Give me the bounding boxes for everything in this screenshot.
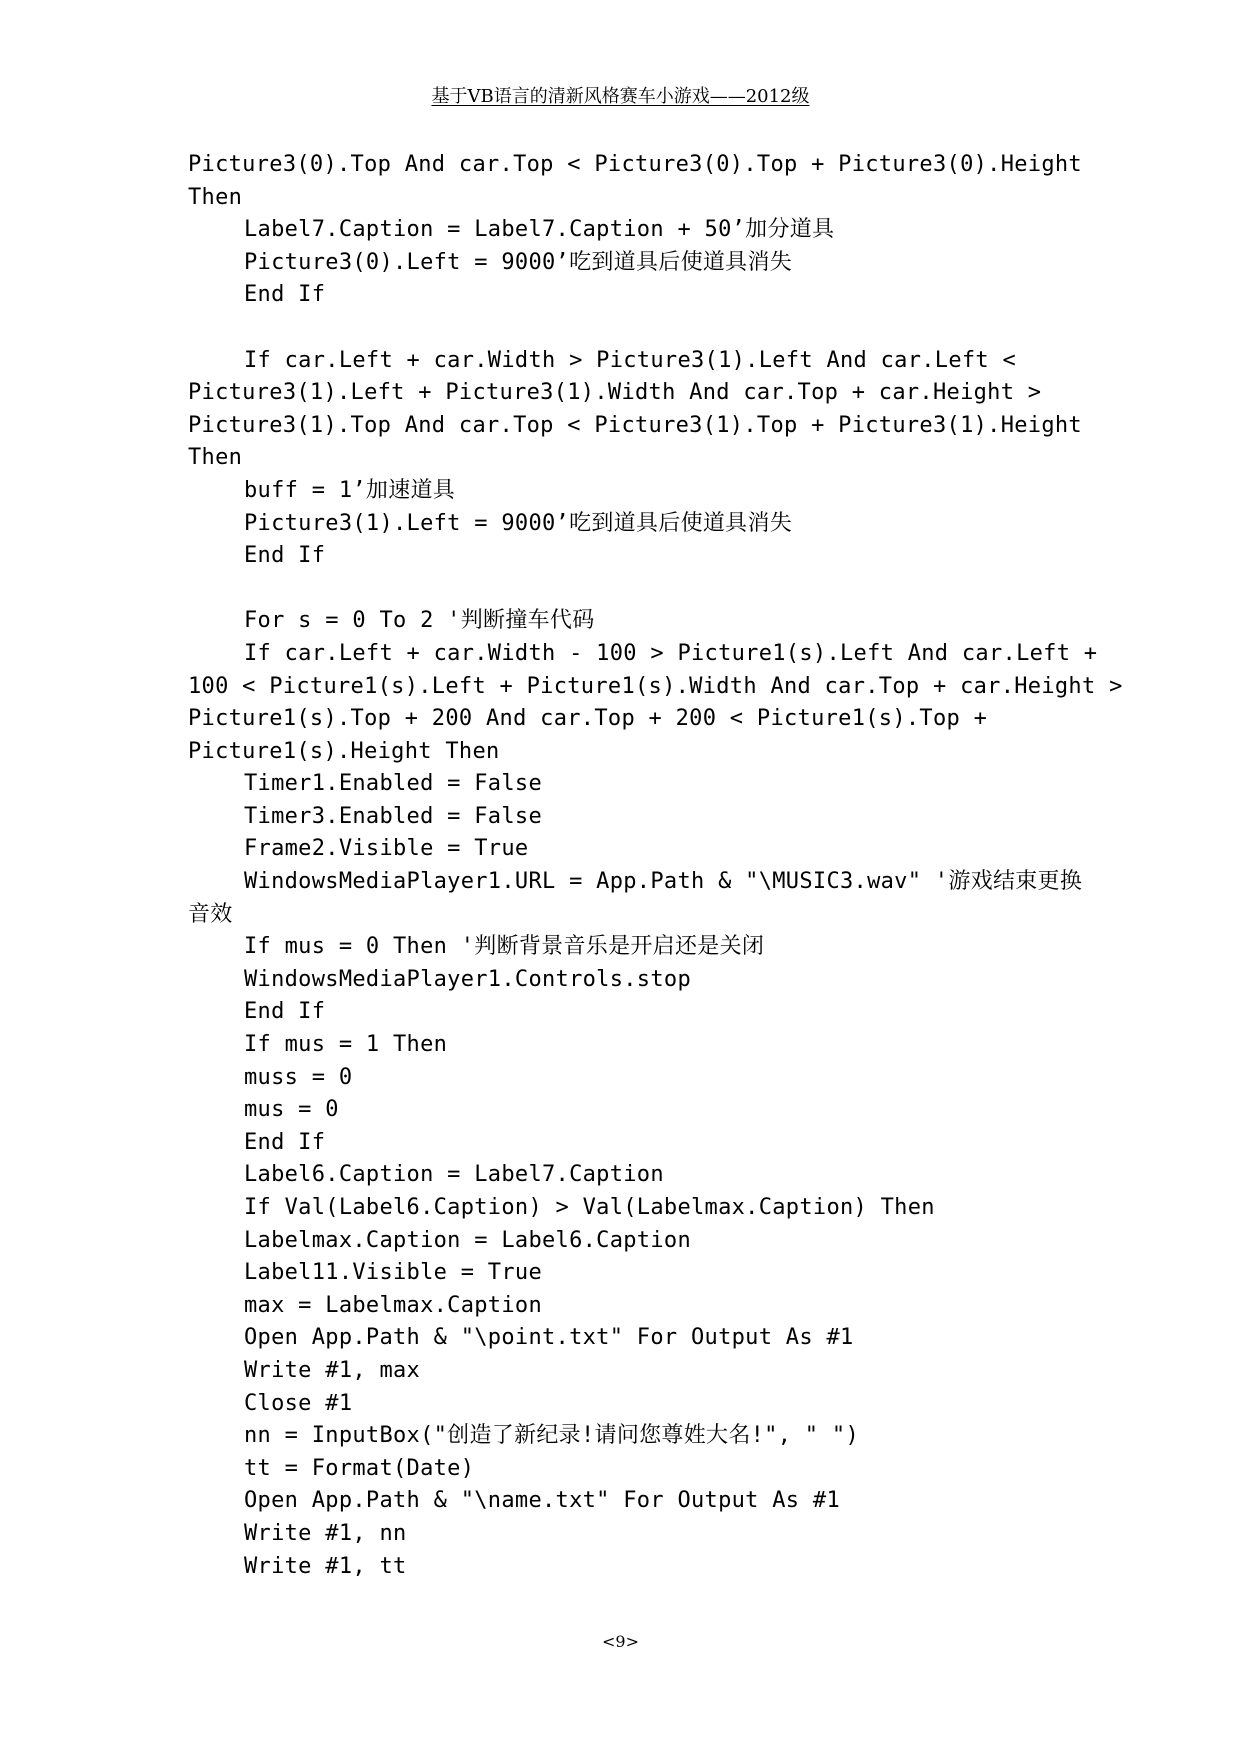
- code-line: [188, 573, 1088, 606]
- code-line: Picture1(s).Top + 200 And car.Top + 200 < Picture1(s).Top +: [188, 706, 988, 732]
- code-line: Frame2.Visible = True: [244, 836, 529, 862]
- code-line: Write #1, max: [244, 1357, 421, 1383]
- code-line: End If: [244, 282, 326, 308]
- code-line: Then: [188, 184, 243, 210]
- code-line: WindowsMediaPlayer1.Controls.stop: [244, 966, 691, 992]
- code-line: Label6.Caption = Label7.Caption: [244, 1162, 664, 1188]
- code-line: mus = 0: [244, 1097, 339, 1123]
- code-line: 100 < Picture1(s).Left + Picture1(s).Width And car.Top + car.Height >: [188, 673, 1123, 699]
- code-line: Open App.Path & "\point.txt" For Output As #1: [244, 1325, 854, 1351]
- code-line: Write #1, nn: [244, 1520, 407, 1546]
- code-line: Timer3.Enabled = False: [244, 803, 542, 829]
- code-line: Picture3(1).Top And car.Top < Picture3(1).Top + Picture3(1).Height: [188, 412, 1082, 438]
- code-line: If car.Left + car.Width > Picture3(1).Left And car.Left <: [244, 347, 1017, 373]
- code-line: Close #1: [244, 1390, 353, 1416]
- code-line: Picture3(0).Left = 9000’吃到道具后使道具消失: [244, 249, 793, 275]
- code-line: Labelmax.Caption = Label6.Caption: [244, 1227, 691, 1253]
- code-line: muss = 0: [244, 1064, 353, 1090]
- code-line: End If: [244, 999, 326, 1025]
- code-line: End If: [244, 543, 326, 569]
- code-line: End If: [244, 1129, 326, 1155]
- code-line: Label7.Caption = Label7.Caption + 50’加分道具: [244, 217, 835, 243]
- page-number: <9>: [602, 1632, 639, 1651]
- code-line: If Val(Label6.Caption) > Val(Labelmax.Caption) Then: [244, 1195, 935, 1220]
- code-line: Picture3(1).Left + Picture3(1).Width And car.Top + car.Height >: [188, 380, 1042, 406]
- code-line: If car.Left + car.Width - 100 > Picture1(s).Left And car.Left +: [244, 640, 1098, 666]
- code-line: Timer1.Enabled = False: [244, 771, 542, 797]
- code-line: 音效: [188, 901, 233, 927]
- code-line: nn = InputBox("创造了新纪录!请问您尊姓大名!", " "): [244, 1423, 859, 1449]
- code-line: Write #1, tt: [244, 1553, 407, 1579]
- code-line: Picture3(0).Top And car.Top < Picture3(0).Top + Picture3(0).Height: [188, 152, 1082, 177]
- code-line: Label11.Visible = True: [244, 1260, 542, 1286]
- code-line: Open App.Path & "\name.txt" For Output As #1: [244, 1488, 840, 1514]
- code-line: Then: [188, 445, 243, 471]
- code-line: Picture3(1).Left = 9000’吃到道具后使道具消失: [244, 510, 793, 536]
- code-line: Picture1(s).Height Then: [188, 738, 500, 764]
- code-line: For s = 0 To 2 '判断撞车代码: [244, 608, 595, 634]
- code-line: If mus = 1 Then: [244, 1032, 448, 1058]
- code-line: max = Labelmax.Caption: [244, 1292, 542, 1318]
- code-line: If mus = 0 Then '判断背景音乐是开启还是关闭: [244, 934, 765, 960]
- code-line: [188, 312, 1088, 345]
- code-line: WindowsMediaPlayer1.URL = App.Path & "\MUSIC3.wav" '游戏结束更换: [244, 869, 1083, 895]
- page-header: [0, 86, 1241, 108]
- code-listing: [188, 149, 1123, 1583]
- code-line: buff = 1’加速道具: [244, 477, 456, 503]
- document-title: 基于VB语言的清新风格赛车小游戏——2012级: [431, 86, 810, 107]
- code-line: tt = Format(Date): [244, 1455, 475, 1481]
